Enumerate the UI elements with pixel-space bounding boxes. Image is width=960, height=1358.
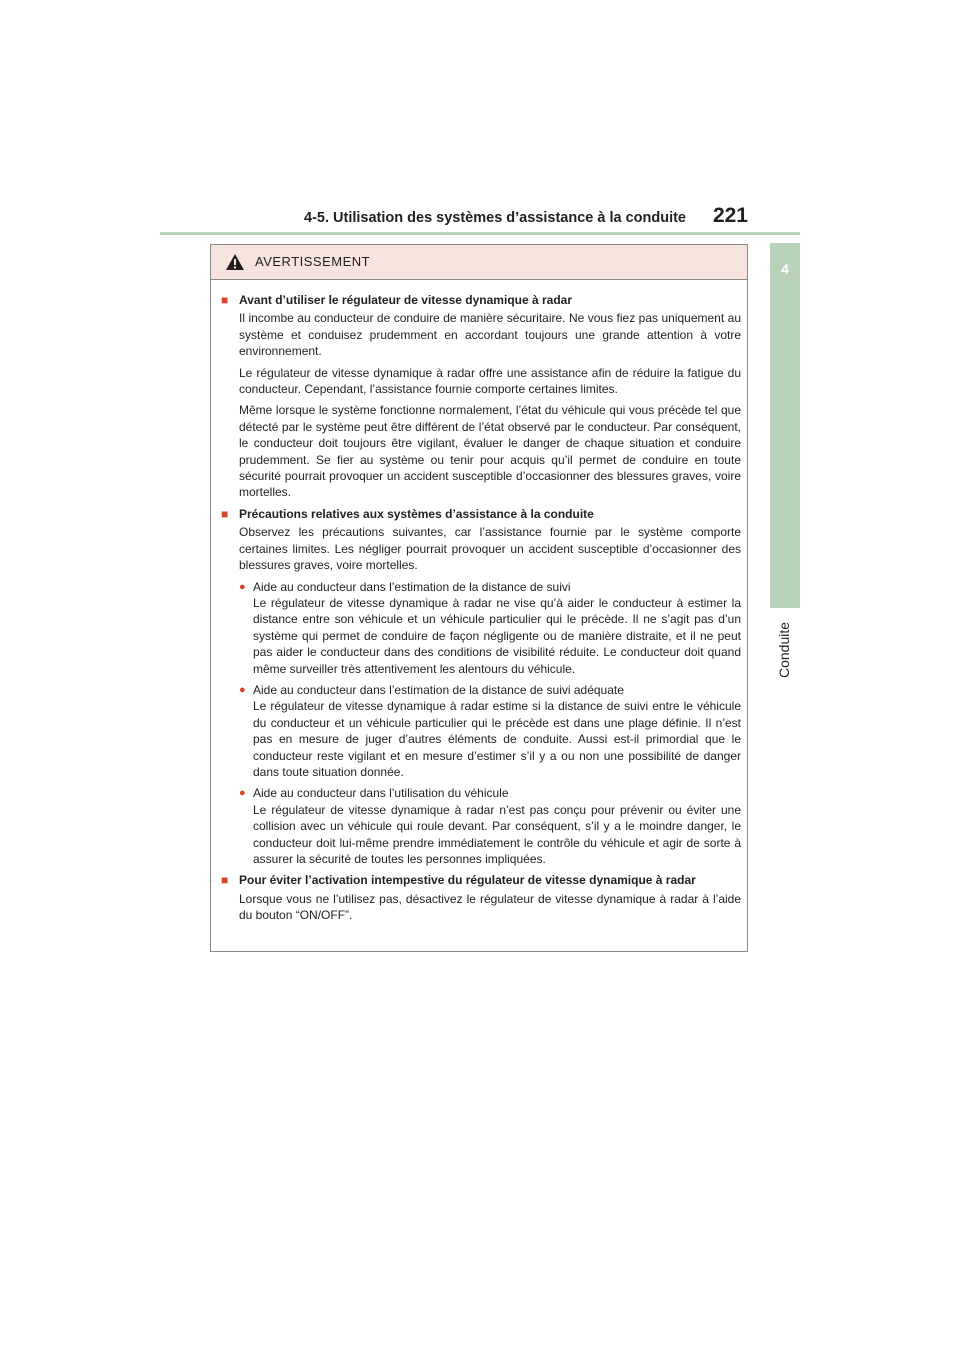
paragraph: Même lorsque le système fonctionne normalement, l’état du véhicule qui vous précède tel que détecté par le système peut être différent de l’état observé par le conducteur. Par conséquent, le conducteur doit toujours être vigilant, évaluer le danger de chaque situation et conduire prudemment. Se fier au système ou tenir pour acquis qu’il permet de conduire en toute sécurité pourrait provoquer un accident susceptible d’occasionner des blessures graves, voire mortelles. <box>239 403 741 500</box>
bullet-title: Aide au conducteur dans l’utilisation du véhicule <box>253 786 509 801</box>
section-title: 4-5. Utilisation des systèmes d’assistance à la conduite <box>304 210 686 226</box>
chapter-label-text: Conduite <box>776 621 792 679</box>
warning-header <box>211 245 747 280</box>
chapter-tab[interactable] <box>770 243 800 608</box>
paragraph: Observez les précautions suivantes, car l’assistance fournie par le système comporte certaines limites. Les négliger pourrait provoquer un accident susceptible d’occasionner des blessures graves, voire mortelles. <box>239 525 741 573</box>
bullet-title: Aide au conducteur dans l’estimation de la distance de suivi adéquate <box>253 682 624 697</box>
chapter-number: 4 <box>781 261 789 277</box>
page-number: 221 <box>712 204 748 227</box>
section-heading: ■ Avant d’utiliser le régulateur de vitesse dynamique à radar <box>221 293 573 307</box>
warning-box <box>210 244 748 952</box>
list-item <box>239 682 741 780</box>
header-rule <box>160 232 800 235</box>
bullet-text: Le régulateur de vitesse dynamique à radar estime si la distance de suivi entre le véhicule du conducteur et un véhicule particulier qui le précède est dans une plage définie. Il n’est pas en mesure de juger d’autres éléments de conduite. Aussi est-il primordial que le conducteur reste vigilant et en mesure d’estimer s’il y a ou non une possibilité de danger dans toute situation donnée. <box>253 699 741 779</box>
warning-section <box>221 292 741 501</box>
bullet-text: Le régulateur de vitesse dynamique à radar ne vise qu’à aider le conducteur à estimer la distance entre son véhicule et un véhicule particulier qui le précède. Il ne s’agit pas d’un système qui permet de conduire de façon négligente ou de manière distraite, et il ne peut pas aider le conducteur dans des conditions de visibilité réduite. Le conducteur doit quand même surveiller très attentivement les alentours du véhicule. <box>253 595 741 676</box>
section-heading: ■ Précautions relatives aux systèmes d’assistance à la conduite <box>221 506 594 521</box>
warning-triangle-icon <box>225 253 245 271</box>
square-bullet-icon: ■ <box>221 873 229 888</box>
warning-body <box>211 280 747 924</box>
bullet-text: Le régulateur de vitesse dynamique à radar n’est pas conçu pour prévenir ou éviter une collision avec un véhicule qui roule devant. Par conséquent, s’il y a le moindre danger, le conducteur doit lui-même prendre immédiatement le contrôle du véhicule et agir de sorte à assurer la sécurité de toutes les personnes impliquées. <box>253 802 741 866</box>
bullet-title: Aide au conducteur dans l’estimation de la distance de suivi <box>253 579 571 594</box>
round-bullet-icon: ● <box>239 683 246 696</box>
square-bullet-icon: ■ <box>221 506 229 521</box>
warning-title: AVERTISSEMENT <box>255 254 371 269</box>
square-bullet-icon: ■ <box>221 293 229 307</box>
list-item <box>239 579 741 677</box>
chapter-label <box>764 620 804 680</box>
paragraph: Il incombe au conducteur de conduire de manière sécuritaire. Ne vous fiez pas uniquement au système et conduisez prudemment en accordant toujours une grande attention à votre environnement. <box>239 311 741 359</box>
round-bullet-icon: ● <box>239 787 246 800</box>
section-heading: ■ Pour éviter l’activation intempestive du régulateur de vitesse dynamique à radar <box>221 873 696 888</box>
round-bullet-icon: ● <box>239 580 246 593</box>
paragraph: Le régulateur de vitesse dynamique à radar offre une assistance afin de réduire la fatigue du conducteur. Cependant, l’assistance fournie comporte certaines limites. <box>239 365 741 397</box>
warning-section <box>221 872 741 923</box>
warning-section <box>221 506 741 868</box>
page-header <box>160 204 800 234</box>
paragraph: Lorsque vous ne l’utilisez pas, désactivez le régulateur de vitesse dynamique à radar à l’aide du bouton “ON/OFF”. <box>239 891 741 923</box>
list-item <box>239 785 741 867</box>
